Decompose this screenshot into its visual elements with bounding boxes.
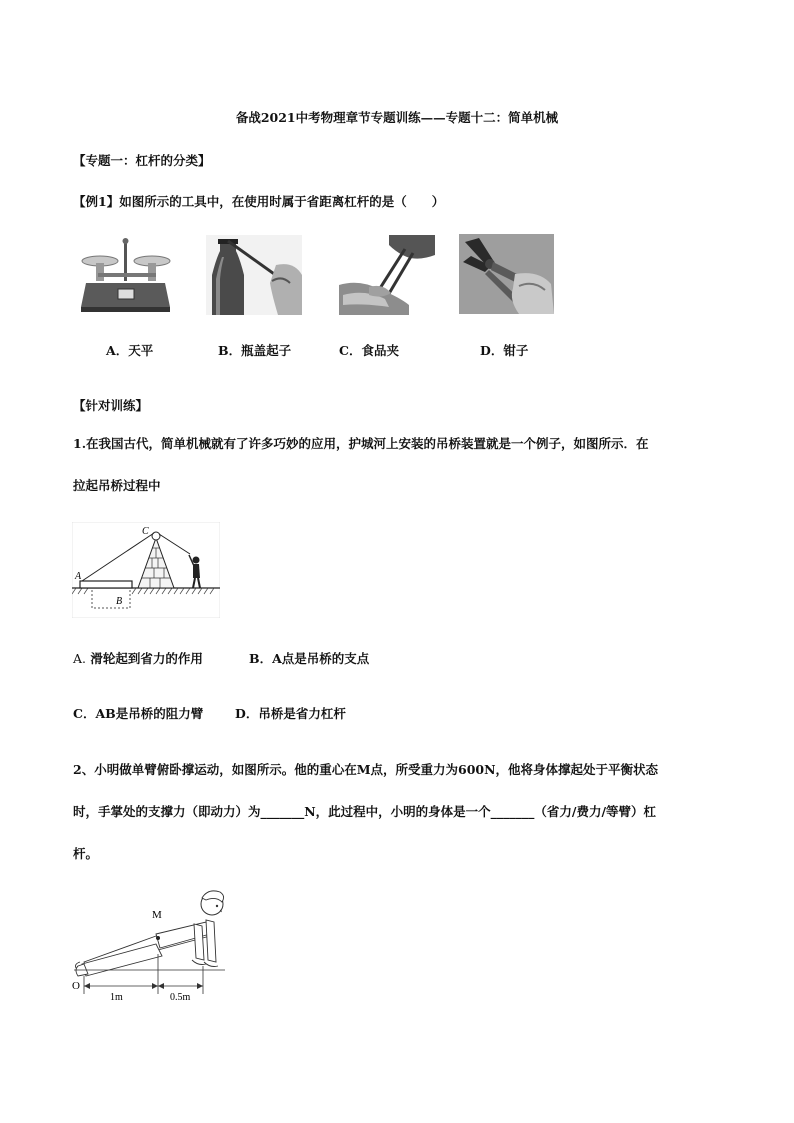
label-1m: 1m bbox=[110, 992, 123, 1003]
label-a: A bbox=[75, 571, 82, 582]
q1-option-a: A. 滑轮起到省力的作用 bbox=[73, 651, 203, 666]
option-d-label: D．钳子 bbox=[480, 343, 529, 358]
drawbridge-figure bbox=[72, 522, 220, 618]
label-m: M bbox=[152, 909, 162, 921]
q1-option-b: B．A点是吊桥的支点 bbox=[249, 651, 370, 666]
section-heading: 【专题一：杠杆的分类】 bbox=[73, 153, 211, 168]
option-b-label: B．瓶盖起子 bbox=[218, 343, 292, 358]
option-c-label: C．食品夹 bbox=[339, 343, 399, 358]
q1-option-c: C．AB是吊桥的阻力臂 bbox=[73, 706, 204, 721]
example-question: 【例1】如图所示的工具中，在使用时属于省距离杠杆的是（ ） bbox=[73, 194, 445, 209]
q2-text-line2: 时，手掌处的支撑力（即动力）为_______N，此过程中，小明的身体是一个_______（省力/费力/等臂）杠 bbox=[73, 804, 657, 819]
label-b: B bbox=[116, 596, 123, 607]
food-tongs-icon bbox=[339, 235, 435, 315]
q2-text-line1: 2、小明做单臂俯卧撑运动，如图所示。他的重心在M点，所受重力为600N，他将身体撑起处于平衡状态 bbox=[73, 762, 659, 777]
option-a-label: A．天平 bbox=[106, 343, 154, 358]
q1-option-d: D．吊桥是省力杠杆 bbox=[235, 706, 346, 721]
q1-text-line2: 拉起吊桥过程中 bbox=[73, 478, 161, 493]
q1-text-line1: 1.在我国古代，简单机械就有了许多巧妙的应用，护城河上安装的吊桥装置就是一个例子，如图所示．在 bbox=[73, 436, 649, 451]
q2-text-line3: 杆。 bbox=[73, 846, 99, 861]
label-0-5m: 0.5m bbox=[170, 992, 191, 1003]
bottle-opener-icon bbox=[206, 235, 302, 315]
pliers-icon bbox=[459, 234, 554, 314]
label-c: C bbox=[142, 526, 149, 537]
page-title: 备战2021中考物理章节专题训练——专题十二：简单机械 bbox=[235, 110, 559, 125]
practice-heading: 【针对训练】 bbox=[73, 398, 149, 413]
balance-scale-icon bbox=[78, 235, 173, 315]
label-o: O bbox=[72, 980, 80, 992]
pushup-figure bbox=[70, 880, 230, 1004]
